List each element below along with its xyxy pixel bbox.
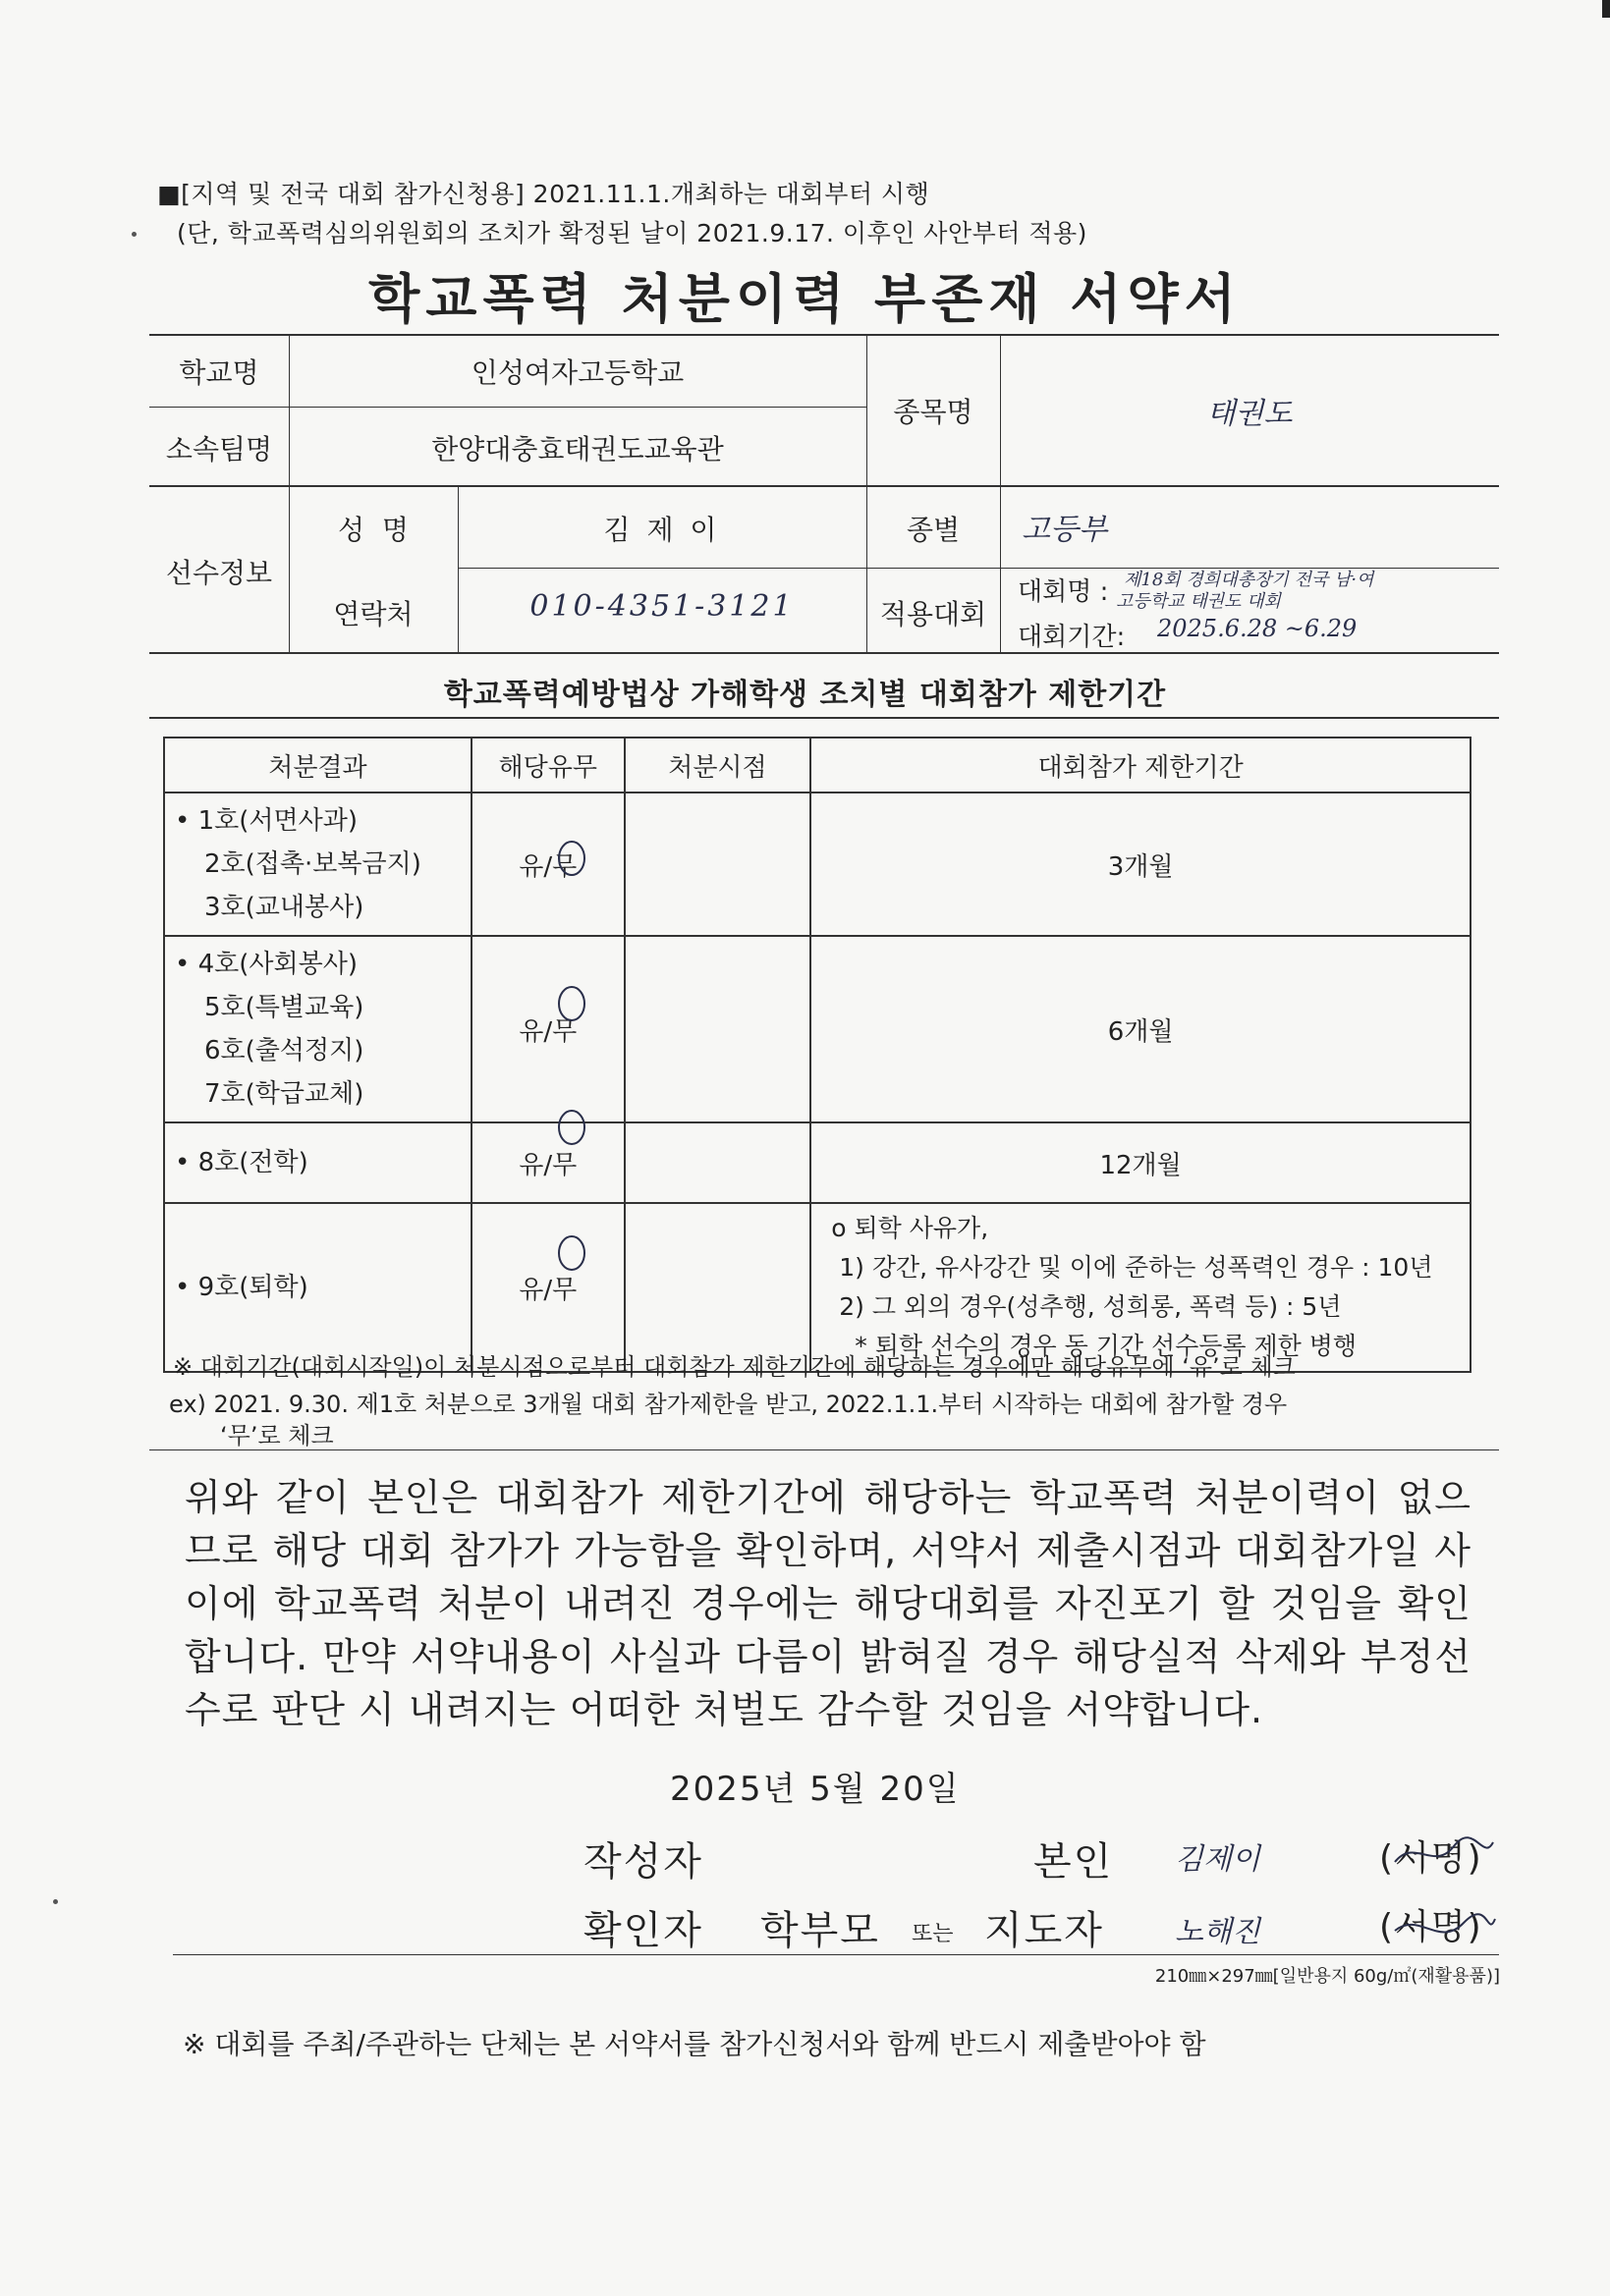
period-line: 1) 강간, 유사강간 및 이에 준하는 성폭력인 경우 : 10년 xyxy=(839,1253,1433,1282)
measure-item: • 8호(전학) xyxy=(175,1148,308,1177)
restriction-section-title: 학교폭력예방법상 가해학생 조치별 대회참가 제한기간 xyxy=(443,678,1167,712)
note-3: ‘무’로 체크 xyxy=(220,1422,334,1449)
measure-item: • 1호(서면사과) xyxy=(175,806,359,836)
circle-mark-icon xyxy=(559,1111,584,1144)
signature-scribbles xyxy=(1385,1832,1503,1960)
date-cell[interactable] xyxy=(625,936,811,1122)
stray-mark xyxy=(132,232,137,237)
measure-item: 6호(출석정지) xyxy=(204,1036,364,1066)
team-label: 소속팀명 xyxy=(165,433,273,465)
confirmer-label: 확인자 xyxy=(583,1908,703,1953)
event-name-line2: 고등학교 태권도 대회 xyxy=(1116,591,1281,612)
table-row xyxy=(164,1122,1471,1203)
name-value: 김 제 이 xyxy=(603,514,721,546)
table-row xyxy=(164,936,1471,1122)
period-line: 2) 그 외의 경우(성추행, 성희롱, 폭력 등) : 5년 xyxy=(839,1292,1342,1321)
event-period-value: 2025.6.28 ~6.29 xyxy=(1157,615,1358,642)
column-header: 처분결과 xyxy=(164,738,472,793)
notice-line-1: ■[지역 및 전국 대회 참가신청용] 2021.11.1.개최하는 대회부터 시행 xyxy=(157,180,930,208)
footer-divider xyxy=(173,1954,1499,1955)
column-header: 대회참가 제한기간 xyxy=(810,738,1471,793)
coach-label: 지도자 xyxy=(984,1908,1104,1953)
sport-label: 종목명 xyxy=(893,396,973,428)
info-divider xyxy=(149,485,1499,487)
measure-cell xyxy=(164,1122,472,1203)
document-title: 학교폭력 처분이력 부존재 서약서 xyxy=(368,268,1242,330)
info-divider xyxy=(149,407,866,408)
check-value: 유/무 xyxy=(519,1275,578,1305)
event-label: 적용대회 xyxy=(879,598,987,630)
player-info-label: 선수정보 xyxy=(165,557,273,589)
measure-item: • 9호(퇴학) xyxy=(175,1273,308,1302)
measure-item: 3호(교내봉사) xyxy=(204,893,364,922)
column-header: 해당유무 xyxy=(472,738,625,793)
team-value: 한양대충효태권도교육관 xyxy=(431,433,724,465)
pledge-text: 위와 같이 본인은 대회참가 제한기간에 해당하는 학교폭력 처분이력이 없으므로 해당 대회 참가가 가능함을 확인하며, 서약서 제출시점과 대회참가일 사이에 학교폭력 처분이 내려진 경우에는 해당대회를 자진포기 할 것임을 확인합니다. 만약 서약내용이 사실과 다름이 밝혀질 경우 해당실적 삭제와 부정선수로 판단 시 내려지는 어떠한 처벌도 감수할 것임을 서약합니다. xyxy=(185,1476,1471,1731)
pledge-date: 2025년 5월 20일 xyxy=(670,1770,961,1809)
check-marks xyxy=(550,835,609,1306)
scan-edge-mark xyxy=(1602,0,1610,18)
table-header-row xyxy=(164,738,1471,793)
name-label: 성 명 xyxy=(338,514,409,546)
period-line: o 퇴학 사유가, xyxy=(831,1214,989,1242)
date-cell[interactable] xyxy=(625,793,811,936)
circle-mark-icon xyxy=(559,1236,584,1270)
self-label: 본인 xyxy=(1033,1839,1114,1885)
event-period-label: 대회기간: xyxy=(1018,623,1126,652)
check-value: 유/무 xyxy=(519,1016,578,1047)
writer-label: 작성자 xyxy=(583,1839,703,1885)
parent-label: 학부모 xyxy=(760,1908,880,1953)
measure-item: 5호(특별교육) xyxy=(204,993,364,1022)
restriction-table xyxy=(163,737,1471,1373)
self-sign-label[interactable]: (서명) xyxy=(1379,1838,1483,1879)
check-value: 유/무 xyxy=(519,1150,578,1180)
period-cell: 6개월 xyxy=(810,936,1471,1122)
column-header: 처분시점 xyxy=(625,738,811,793)
school-value: 인성여자고등학교 xyxy=(471,356,685,389)
circle-mark-icon xyxy=(559,842,584,875)
sport-value: 태권도 xyxy=(1206,397,1293,431)
contact-label: 연락처 xyxy=(333,598,414,630)
note-2: ex) 2021. 9.30. 제1호 처분으로 3개월 대회 참가제한을 받고, 2022.1.1.부터 시작하는 대회에 참가할 경우 xyxy=(169,1391,1288,1418)
measure-item: • 4호(사회봉사) xyxy=(175,950,359,979)
measure-cell xyxy=(164,936,472,1122)
measure-cell xyxy=(164,793,472,936)
info-table-bottom-border xyxy=(149,652,1499,654)
section-divider xyxy=(149,717,1499,719)
event-name-label: 대회명 : xyxy=(1018,577,1109,607)
measure-item: 2호(접촉·보복금지) xyxy=(204,849,421,879)
period-cell: 12개월 xyxy=(810,1122,1471,1203)
category-label: 종별 xyxy=(906,514,961,546)
contact-value: 010-4351-3121 xyxy=(529,589,795,624)
date-cell[interactable] xyxy=(625,1122,811,1203)
info-divider xyxy=(1000,334,1001,652)
signature-scribble-icon xyxy=(1395,1837,1493,1862)
period-cell: 3개월 xyxy=(810,793,1471,936)
check-value: 유/무 xyxy=(519,851,578,882)
circle-mark-icon xyxy=(559,987,584,1020)
period-line: * 퇴학 선수의 경우 동 기간 선수등록 제한 병행 xyxy=(855,1332,1358,1360)
stray-mark xyxy=(53,1899,58,1904)
info-table-top-border xyxy=(149,334,1499,336)
school-label: 학교명 xyxy=(179,356,259,389)
coach-name: 노해진 xyxy=(1175,1915,1260,1949)
measure-item: 7호(학급교체) xyxy=(204,1079,364,1109)
paper-spec: 210㎜×297㎜[일반용지 60g/㎡(재활용품)] xyxy=(1154,1966,1500,1987)
signature-scribble-icon xyxy=(1395,1914,1495,1932)
submission-notice: ※ 대회를 주최/주관하는 단체는 본 서약서를 참가신청서와 함께 반드시 제출받아야 함 xyxy=(183,2028,1206,2060)
note-1: ※ 대회기간(대회시작일)이 처분시점으로부터 대회참가 제한기간에 해당하는 경우에만 해당유무에 ‘유’로 체크 xyxy=(173,1353,1296,1381)
event-name-line1: 제18회 경희대총장기 전국 남·여 xyxy=(1124,570,1374,590)
table-row xyxy=(164,793,1471,936)
self-name: 김제이 xyxy=(1175,1842,1260,1877)
notice-line-2: (단, 학교폭력심의위원회의 조치가 확정된 날이 2021.9.17. 이후인 사안부터 적용) xyxy=(177,219,1087,247)
coach-sign-label[interactable]: (서명) xyxy=(1379,1907,1483,1947)
section-divider xyxy=(149,1449,1499,1450)
or-label: 또는 xyxy=(912,1922,954,1946)
category-value: 고등부 xyxy=(1022,513,1107,547)
